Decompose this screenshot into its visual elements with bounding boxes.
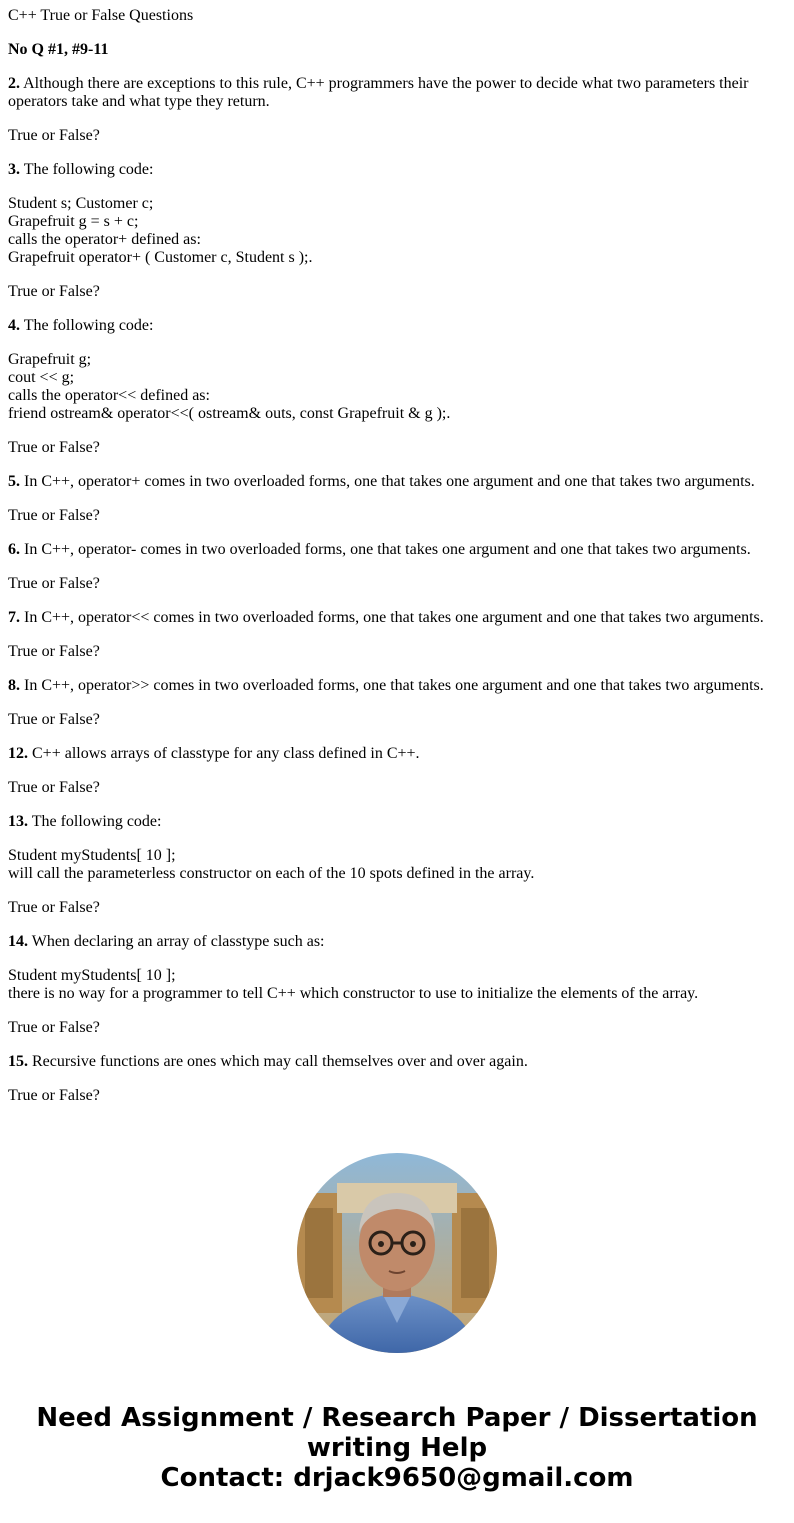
code-block xyxy=(8,847,788,883)
code-line: will call the parameterless constructor on each of the 10 spots defined in the array. xyxy=(8,865,535,882)
missing-questions-note: No Q #1, #9-11 xyxy=(8,41,109,58)
code-line: friend ostream& operator<<( ostream& outs, const Grapefruit & g );. xyxy=(8,405,451,422)
question-text xyxy=(8,813,788,831)
question-line: In C++, operator+ comes in two overloaded forms, one that takes one argument and one that takes two arguments. xyxy=(24,473,755,490)
question-text xyxy=(8,75,788,111)
question-number: 8. xyxy=(8,677,20,694)
question-text xyxy=(8,317,788,335)
question-number: 12. xyxy=(8,745,28,762)
code-line: calls the operator<< defined as: xyxy=(8,387,210,404)
question-line: In C++, operator<< comes in two overloaded forms, one that takes one argument and one that takes two arguments. xyxy=(24,609,764,626)
question-text xyxy=(8,677,788,695)
author-photo xyxy=(297,1153,497,1353)
code-block xyxy=(8,351,788,423)
answer-prompt: True or False? xyxy=(8,1019,100,1036)
question-line: The following code: xyxy=(31,813,162,830)
code-block xyxy=(8,967,788,1003)
question-number: 3. xyxy=(8,161,20,178)
code-line: cout << g; xyxy=(8,369,75,386)
answer-prompt: True or False? xyxy=(8,283,100,300)
code-line: Student myStudents[ 10 ]; xyxy=(8,847,176,864)
code-block xyxy=(8,195,788,267)
question-number: 7. xyxy=(8,609,20,626)
question-number: 2. xyxy=(8,75,20,92)
code-line: there is no way for a programmer to tell C++ which constructor to use to initialize the elements of the array. xyxy=(8,985,699,1002)
question-number: 4. xyxy=(8,317,20,334)
question-line: Recursive functions are ones which may call themselves over and over again. xyxy=(32,1053,528,1070)
answer-prompt: True or False? xyxy=(8,507,100,524)
document xyxy=(8,0,788,1121)
question-line: In C++, operator>> comes in two overloaded forms, one that takes one argument and one that takes two arguments. xyxy=(24,677,764,694)
question-number: 13. xyxy=(8,813,28,830)
banner-line-1: Need Assignment / Research Paper / Dissertation xyxy=(36,1403,758,1433)
question-text xyxy=(8,1053,788,1071)
question-text xyxy=(8,745,788,763)
answer-prompt: True or False? xyxy=(8,1087,100,1104)
answer-prompt: True or False? xyxy=(8,779,100,796)
promo-banner xyxy=(0,1403,794,1493)
code-line: Grapefruit g = s + c; xyxy=(8,213,139,230)
answer-prompt: True or False? xyxy=(8,711,100,728)
question-list xyxy=(8,75,788,1105)
answer-prompt: True or False? xyxy=(8,575,100,592)
question-line: When declaring an array of classtype such as: xyxy=(31,933,325,950)
question-text xyxy=(8,933,788,951)
answer-prompt: True or False? xyxy=(8,439,100,456)
question-text xyxy=(8,609,788,627)
question-text xyxy=(8,541,788,559)
banner-line-2: writing Help xyxy=(306,1433,488,1463)
banner-contact: Contact: drjack9650@gmail.com xyxy=(160,1463,634,1493)
answer-prompt: True or False? xyxy=(8,127,100,144)
answer-prompt: True or False? xyxy=(8,643,100,660)
question-number: 5. xyxy=(8,473,20,490)
question-line: C++ allows arrays of classtype for any class defined in C++. xyxy=(32,745,420,762)
question-line: The following code: xyxy=(23,317,154,334)
question-number: 15. xyxy=(8,1053,28,1070)
question-text xyxy=(8,161,788,179)
question-text xyxy=(8,473,788,491)
question-line: Although there are exceptions to this rule, C++ programmers have the power to decide what two parameters their operators take and what type they return. xyxy=(8,75,749,110)
code-line: Grapefruit g; xyxy=(8,351,92,368)
answer-prompt: True or False? xyxy=(8,899,100,916)
author-portrait-image xyxy=(297,1153,497,1353)
code-line: Student s; Customer c; xyxy=(8,195,154,212)
page-title: C++ True or False Questions xyxy=(8,7,194,24)
code-line: Student myStudents[ 10 ]; xyxy=(8,967,176,984)
code-line: Grapefruit operator+ ( Customer c, Student s );. xyxy=(8,249,313,266)
question-number: 14. xyxy=(8,933,28,950)
question-number: 6. xyxy=(8,541,20,558)
question-line: The following code: xyxy=(23,161,154,178)
code-line: calls the operator+ defined as: xyxy=(8,231,201,248)
question-line: In C++, operator- comes in two overloaded forms, one that takes one argument and one that takes two arguments. xyxy=(24,541,751,558)
